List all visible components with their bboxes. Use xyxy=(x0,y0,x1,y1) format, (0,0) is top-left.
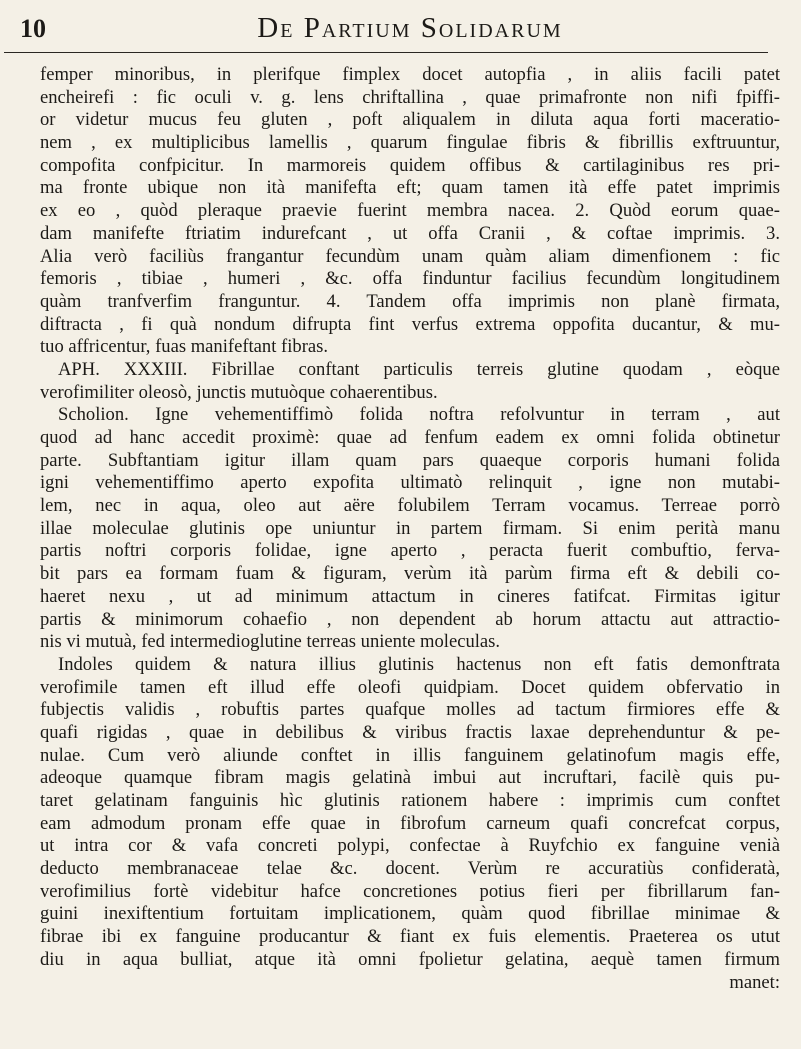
text-line: partis noftri corporis folidae, igne aperto , peracta fuerit combuftio, ferva- xyxy=(40,540,780,562)
text-line: igni vehementiffimo aperto expofita ultimatò relinquit , igne non mutabi- xyxy=(40,472,780,494)
text-line: compofita confpicitur. In marmoreis quidem offibus & cartilaginibus res pri- xyxy=(40,154,780,176)
text-line: diu in aqua bulliat, atque ità omni fpolietur gelatina, aequè tamen firmum xyxy=(40,948,780,970)
text-line: partis & minimorum cohaefio , non dependent ab horum attactu aut attractio- xyxy=(40,608,780,630)
text-line: fibrae ibi ex fanguine producantur & fiant ex fuis elementis. Praeterea os utut xyxy=(40,926,780,948)
text-line: eam admodum pronam effe quae in fibrofum carneum quafi concrefcat corpus, xyxy=(40,812,780,834)
text-line: ut intra cor & vafa concreti polypi, confectae à Ruyfchio ex fanguine venià xyxy=(40,835,780,857)
page-number: 10 xyxy=(20,14,46,43)
page-header xyxy=(20,4,780,52)
text-line: or videtur mucus feu gluten , poft aliqualem in diluta aqua forti maceratio- xyxy=(40,109,780,131)
aphorism-line: APH. XXXIII. Fibrillae conftant particulis terreis glutine quodam , eòque xyxy=(58,358,780,380)
text-line: bit pars ea formam fuam & figuram, verùm ità parùm firma eft & debili co- xyxy=(40,563,780,585)
text-line: verofimile tamen eft illud effe oleofi quidpiam. Docet quidem obfervatio in xyxy=(40,676,780,698)
text-line: femper minoribus, in plerifque fimplex docet autopfia , in aliis facili patet xyxy=(40,64,780,85)
text-line: quod ad hanc accedit proximè: quae ad fenfum eadem ex omni folida obtinetur xyxy=(40,427,780,448)
text-line: quàm tranfverfim franguntur. 4. Tandem offa imprimis non planè firmata, xyxy=(40,290,780,312)
text-line: encheirefi : fic oculi v. g. lens chriftallina , quae primafronte non nifi fpiffi- xyxy=(40,86,780,108)
text-line: Alia verò faciliùs frangantur fecundùm unam quàm aliam dimenfionem : fic xyxy=(40,245,780,267)
text-line: diftracta , fi quà nondum difrupta fint verfus extrema oppofita ducantur, & mu- xyxy=(40,313,780,335)
text-line: ma fronte ubique non ità manifefta eft; quam tamen ità effe patet imprimis xyxy=(40,177,780,199)
text-line: parte. Subftantiam igitur illam quam pars quaeque corporis humani folida xyxy=(40,449,780,471)
catchword: manet: xyxy=(729,971,780,993)
text-line: ex eo , quòd pleraque praevie fuerint membra nacea. 2. Quòd eorum quae- xyxy=(40,200,780,222)
text-line: dam manifefte ftriatim indurefcant , ut offa Cranii , & coftae imprimis. 3. xyxy=(40,222,780,244)
header-divider xyxy=(4,52,768,53)
text-line: fubjectis validis , robuftis partes quafque molles ad tactum firmiores effe & xyxy=(40,699,780,721)
text-line: adeoque quamque fibram magis gelatinà imbui aut incruftari, facilè quis pu- xyxy=(40,767,780,789)
text-line: quafi rigidas , quae in debilibus & viribus fractis laxae deprehenduntur & pe- xyxy=(40,721,780,743)
text-line: taret gelatinam fanguinis hìc glutinis rationem habere : imprimis cum conftet xyxy=(40,790,780,811)
text-line: nulae. Cum verò aliunde conftet in illis fanguinem gelatinofum magis effe, xyxy=(40,744,780,766)
text-line: haeret nexu , ut ad minimum attactum in cineres fatifcat. Firmitas igitur xyxy=(40,585,780,607)
scholion-line: Scholion. Igne vehementiffimò folida noftra refolvuntur in terram , aut xyxy=(58,404,780,426)
text-line: Indoles quidem & natura illius glutinis hactenus non eft fatis demonftrata xyxy=(58,653,780,675)
text-line: nis vi mutuà, fed intermedioglutine terreas uniente moleculas. xyxy=(40,631,501,653)
text-line: verofimilius fortè videbitur hafce concretiones potius fieri per fibrillarum fan- xyxy=(40,880,780,902)
text-line: lem, nec in aqua, oleo aut aëre folubilem Terram vocamus. Terreae porrò xyxy=(40,495,780,517)
text-line: guini inexiftentium fortuitam implicationem, quàm quod fibrillae minimae & xyxy=(40,903,780,925)
aphorism-line: verofimiliter oleosò, junctis mutuòque cohaerentibus. xyxy=(40,381,438,403)
body-text xyxy=(40,64,780,994)
text-line: nem , ex multiplicibus lamellis , quarum fingulae fibris & fibrillis exftruuntur, xyxy=(40,132,780,154)
text-line: femoris , tibiae , humeri , &c. offa finduntur facilius fecundùm longitudinem xyxy=(40,268,780,290)
running-title: De Partium Solidarum xyxy=(257,12,563,44)
text-line: deducto membranaceae telae &c. docent. Verùm re accuratiùs confideratà, xyxy=(40,858,780,880)
text-line: tuo affricentur, fuas manifeftant fibras. xyxy=(40,336,329,358)
text-line: illae moleculae glutinis ope uniuntur in partem firmam. Si enim perità manu xyxy=(40,517,780,539)
